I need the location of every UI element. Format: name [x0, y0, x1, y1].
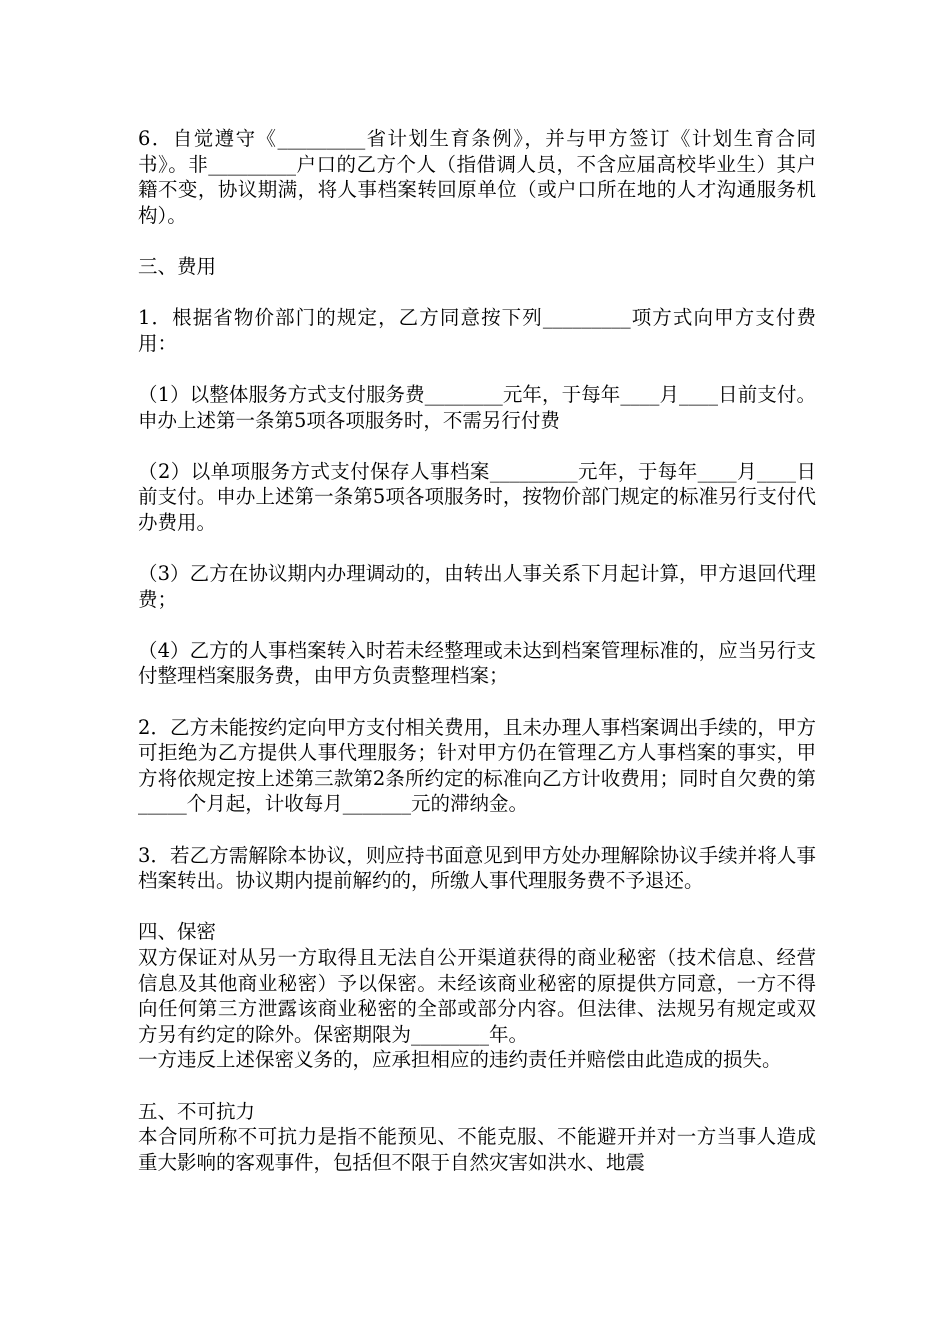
- force-majeure-text: 本合同所称不可抗力是指不能预见、不能克服、不能避开并对一方当事人造成重大影响的客观事件，包括但不限于自然灾害如洪水、地震: [138, 1125, 816, 1174]
- section-5-force-majeure: [138, 1099, 816, 1176]
- document-page: [138, 126, 816, 1201]
- fee-item-4: （4）乙方的人事档案转入时若未经整理或未达到档案管理标准的，应当另行支付整理档案服务费，由甲方负责整理档案；: [138, 638, 816, 688]
- clause-6-paragraph: 6．自觉遵守《_________省计划生育条例》，并与甲方签订《计划生育合同书》。非_________户口的乙方个人（指借调人员，不含应届高校毕业生）其户籍不变，协议期满，将人事档案转回原单位（或户口所在地的人才沟通服务机构）。: [138, 127, 816, 227]
- confidentiality-breach-text: 一方违反上述保密义务的，应承担相应的违约责任并赔偿由此造成的损失。: [138, 1048, 782, 1072]
- section-5-heading: 五、不可抗力: [138, 1099, 256, 1123]
- fee-clause-1: 1．根据省物价部门的规定，乙方同意按下列_________项方式向甲方支付费用：: [138, 306, 816, 355]
- fee-item-1: （1）以整体服务方式支付服务费________元年，于每年____月____日前支付。申办上述第一条第5项各项服务时，不需另行付费: [138, 382, 816, 432]
- fee-item-2: （2）以单项服务方式支付保存人事档案_________元年，于每年____月____日前支付。申办上述第一条第5项各项服务时，按物价部门规定的标准另行支付代办费用。: [138, 459, 816, 534]
- fee-clause-3: 3．若乙方需解除本协议，则应持书面意见到甲方处办理解除协议手续并将人事档案转出。协议期内提前解约的，所缴人事代理服务费不予退还。: [138, 843, 816, 893]
- section-4-confidentiality: [138, 919, 816, 1073]
- fee-clause-2: 2．乙方未能按约定向甲方支付相关费用，且未办理人事档案调出手续的，甲方可拒绝为乙方提供人事代理服务；针对甲方仍在管理乙方人事档案的事实，甲方将依规定按上述第三款第2条所约定的标准向乙方计收费用；同时自欠费的第_____个月起，计收每月_______元的滞纳金。: [138, 715, 816, 816]
- section-3-heading: 三、费用: [138, 254, 217, 278]
- section-4-heading: 四、保密: [138, 920, 217, 944]
- confidentiality-text: 双方保证对从另一方取得且无法自公开渠道获得的商业秘密（技术信息、经营信息及其他商业秘密）予以保密。未经该商业秘密的原提供方同意，一方不得向任何第三方泄露该商业秘密的全部或部分内容。但法律、法规另有规定或双方另有约定的除外。保密期限为________年。: [138, 946, 816, 1046]
- fee-item-3: （3）乙方在协议期内办理调动的，由转出人事关系下月起计算，甲方退回代理费；: [138, 562, 816, 611]
